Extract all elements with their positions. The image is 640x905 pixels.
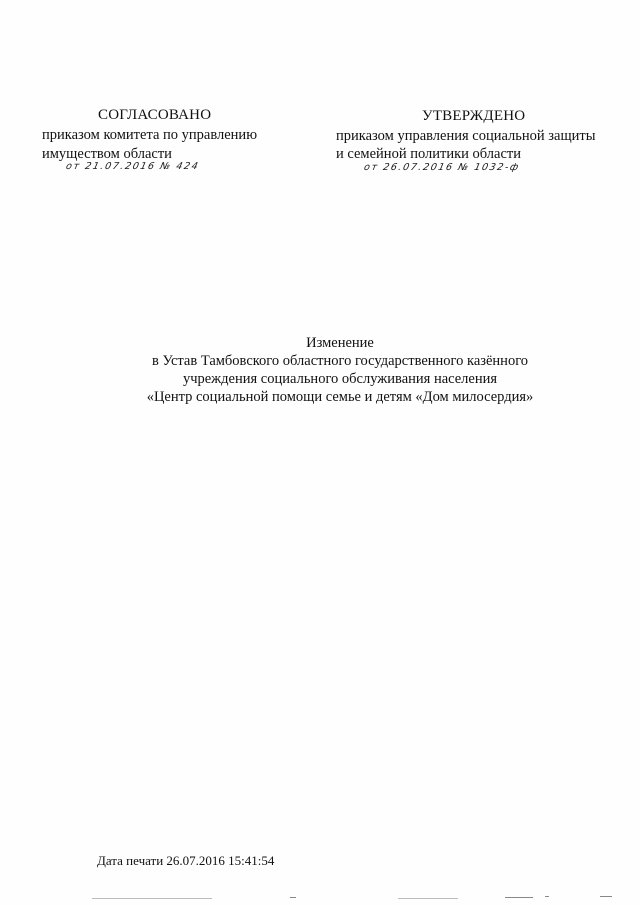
scan-line [92, 898, 212, 899]
approval-line-left-1: приказом комитета по управлению [42, 127, 258, 143]
title-line-3: учреждения социального обслуживания населения [182, 371, 498, 387]
approval-heading-right: УТВЕРЖДЕНО [422, 108, 526, 124]
print-date: Дата печати 26.07.2016 15:41:54 [97, 853, 275, 868]
document-title [110, 334, 570, 406]
scan-mark [545, 896, 549, 897]
title-line-4: «Центр социальной помощи семье и детям «Дом милосердия» [146, 389, 534, 405]
scan-line [398, 898, 458, 899]
approval-line-right-1: приказом управления социальной защиты [336, 128, 596, 144]
approval-line-right-2: и семейной политики области [336, 146, 522, 162]
scan-line [600, 896, 612, 897]
title-line-2: в Устав Тамбовского областного государственного казённого [151, 353, 529, 369]
handwritten-order-right: от 26.07.2016 № 1032-ф [362, 162, 521, 173]
approval-heading-left: СОГЛАСОВАНО [98, 107, 212, 123]
handwritten-order-left: от 21.07.2016 № 424 [64, 161, 201, 172]
scan-line [505, 897, 533, 898]
title-line-1: Изменение [306, 335, 374, 351]
approval-line-left-2: имуществом области [42, 146, 172, 162]
scan-mark [290, 897, 296, 898]
